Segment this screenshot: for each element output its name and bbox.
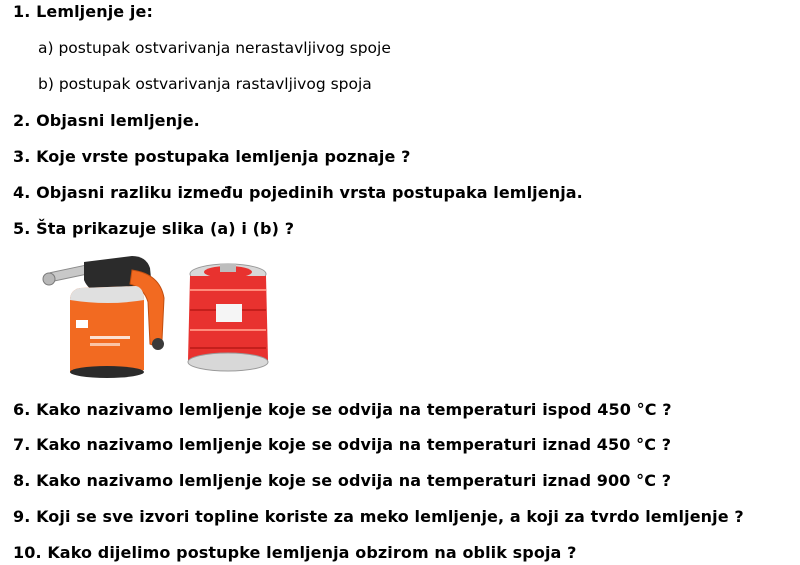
option-1b: b) postupak ostvarivanja rastavljivog spoja [38, 75, 372, 93]
question-7: 7. Kako nazivamo lemljenje koje se odvija na temperaturi iznad 450 °C ? [13, 435, 672, 454]
option-1a: a) postupak ostvarivanja nerastavljivog spoje [38, 39, 391, 57]
question-2: 2. Objasni lemljenje. [13, 111, 200, 130]
question-5: 5. Šta prikazuje slika (a) i (b) ? [13, 219, 295, 238]
blowtorch-icon [40, 250, 280, 385]
gas-cartridge-icon [188, 264, 268, 371]
question-9: 9. Koji se sve izvori topline koriste za meko lemljenje, a koji za tvrdo lemljenje ? [13, 507, 744, 526]
question-10: 10. Kako dijelimo postupke lemljenja obzirom na oblik spoja ? [13, 543, 577, 562]
question-8: 8. Kako nazivamo lemljenje koje se odvija na temperaturi iznad 900 °C ? [13, 471, 672, 490]
figure-images [40, 250, 280, 385]
question-4: 4. Objasni razliku između pojedinih vrsta postupaka lemljenja. [13, 183, 583, 202]
question-3: 3. Koje vrste postupaka lemljenja poznaje ? [13, 147, 411, 166]
question-1: 1. Lemljenje je: [13, 2, 153, 21]
question-6: 6. Kako nazivamo lemljenje koje se odvija na temperaturi ispod 450 °C ? [13, 400, 672, 419]
